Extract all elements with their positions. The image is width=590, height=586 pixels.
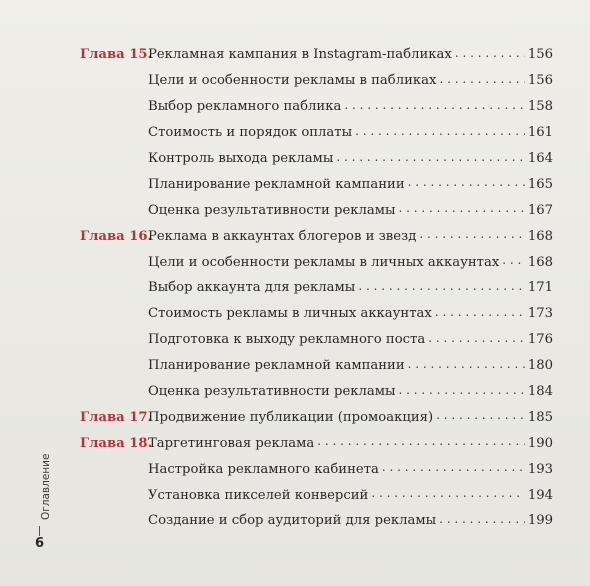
dot-leader bbox=[408, 177, 525, 191]
toc-entry-title: Оценка результативности рекламы bbox=[148, 384, 396, 400]
toc-entry-page: 156 bbox=[527, 47, 553, 63]
dot-leader bbox=[419, 229, 525, 243]
toc-entry-title: Выбор рекламного паблика bbox=[148, 99, 342, 115]
toc-entry-title: Настройка рекламного кабинета bbox=[148, 461, 379, 477]
dot-leader bbox=[358, 281, 525, 295]
toc-entry[interactable] bbox=[80, 301, 553, 327]
dot-leader bbox=[439, 514, 525, 528]
toc-entry-page: 165 bbox=[527, 176, 553, 192]
toc-entry-page: 156 bbox=[527, 73, 553, 89]
dot-leader bbox=[382, 462, 525, 476]
chapter-label: Глава 16. bbox=[80, 228, 153, 244]
dot-leader bbox=[317, 436, 525, 450]
dot-leader bbox=[439, 74, 524, 88]
toc-entry-page: 199 bbox=[527, 513, 553, 529]
toc-entry-page: 158 bbox=[527, 99, 553, 115]
toc-entry-page: 168 bbox=[527, 228, 553, 244]
toc-entry-title: Реклама в аккаунтах блогеров и звезд bbox=[148, 228, 417, 244]
dot-leader bbox=[355, 126, 525, 140]
toc-entry-title: Установка пикселей конверсий bbox=[148, 487, 369, 503]
dot-leader bbox=[455, 48, 525, 62]
dot-leader bbox=[336, 152, 525, 166]
toc-entry-page: 167 bbox=[527, 202, 553, 218]
toc-entry[interactable] bbox=[80, 353, 553, 379]
toc-entry-title: Цели и особенности рекламы в пабликах bbox=[148, 73, 437, 89]
toc-entry[interactable] bbox=[80, 379, 553, 405]
toc-entry-title: Создание и сбор аудиторий для рекламы bbox=[148, 513, 437, 529]
toc-entry[interactable] bbox=[80, 68, 553, 94]
page-number: 6 bbox=[35, 536, 45, 551]
toc-entry[interactable] bbox=[80, 456, 553, 482]
toc-entry[interactable] bbox=[80, 223, 553, 249]
dot-leader bbox=[408, 359, 525, 373]
toc-entry-page: 184 bbox=[527, 384, 553, 400]
chapter-label: Глава 15. bbox=[80, 47, 153, 63]
dot-leader bbox=[428, 333, 525, 347]
toc-entry-title: Цели и особенности рекламы в личных аккаунтах bbox=[148, 254, 500, 270]
dot-leader bbox=[398, 385, 524, 399]
toc-entry-title: Планирование рекламной кампании bbox=[148, 358, 405, 374]
section-label: Оглавление bbox=[40, 453, 52, 520]
toc-entry[interactable] bbox=[80, 327, 553, 353]
toc-entry[interactable] bbox=[80, 197, 553, 223]
toc-entry-page: 164 bbox=[527, 151, 553, 166]
dot-leader bbox=[502, 255, 525, 269]
toc-entry-title: Выбор аккаунта для рекламы bbox=[148, 280, 356, 296]
divider bbox=[39, 526, 40, 536]
toc-entry-title: Планирование рекламной кампании bbox=[148, 176, 405, 192]
toc-entry-page: 168 bbox=[527, 254, 553, 270]
toc-entry-page: 180 bbox=[527, 358, 553, 374]
toc-entry-page: 171 bbox=[527, 280, 553, 296]
table-of-contents bbox=[80, 42, 553, 534]
toc-entry[interactable] bbox=[80, 508, 553, 534]
toc-entry-page: 194 bbox=[527, 487, 553, 503]
toc-entry-page: 176 bbox=[527, 332, 553, 348]
toc-entry[interactable] bbox=[80, 404, 553, 430]
toc-entry-title: Оценка результативности рекламы bbox=[148, 202, 396, 218]
toc-entry-title: Стоимость рекламы в личных аккаунтах bbox=[148, 306, 432, 322]
toc-entry-title: Продвижение публикации (промоакция) bbox=[148, 409, 434, 425]
toc-entry-page: 193 bbox=[527, 461, 553, 477]
toc-entry-page: 161 bbox=[527, 125, 553, 141]
toc-entry-title: Стоимость и порядок оплаты bbox=[148, 125, 353, 141]
toc-entry[interactable] bbox=[80, 94, 553, 120]
dot-leader bbox=[398, 203, 524, 217]
toc-entry-title: Рекламная кампания в Instagram-пабликах bbox=[148, 47, 452, 63]
toc-entry-page: 190 bbox=[527, 435, 553, 451]
toc-entry[interactable] bbox=[80, 249, 553, 275]
toc-entry[interactable] bbox=[80, 482, 553, 508]
toc-entry[interactable] bbox=[80, 171, 553, 197]
toc-entry-page: 173 bbox=[527, 306, 553, 322]
toc-entry[interactable] bbox=[80, 430, 553, 456]
dot-leader bbox=[435, 307, 525, 321]
chapter-label: Глава 17. bbox=[80, 409, 153, 425]
dot-leader bbox=[344, 100, 525, 114]
toc-entry-page: 185 bbox=[527, 409, 553, 425]
toc-entry[interactable] bbox=[80, 120, 553, 146]
chapter-label: Глава 18. bbox=[80, 435, 153, 451]
dot-leader bbox=[436, 410, 525, 424]
toc-entry[interactable] bbox=[80, 146, 553, 172]
toc-entry-title: Подготовка к выходу рекламного поста bbox=[148, 332, 426, 348]
toc-entry-title: Таргетинговая реклама bbox=[148, 435, 315, 451]
toc-entry[interactable] bbox=[80, 42, 553, 68]
dot-leader bbox=[371, 488, 525, 502]
toc-entry[interactable] bbox=[80, 275, 553, 301]
running-header bbox=[36, 430, 56, 520]
toc-entry-title: Контроль выхода рекламы bbox=[148, 151, 334, 166]
